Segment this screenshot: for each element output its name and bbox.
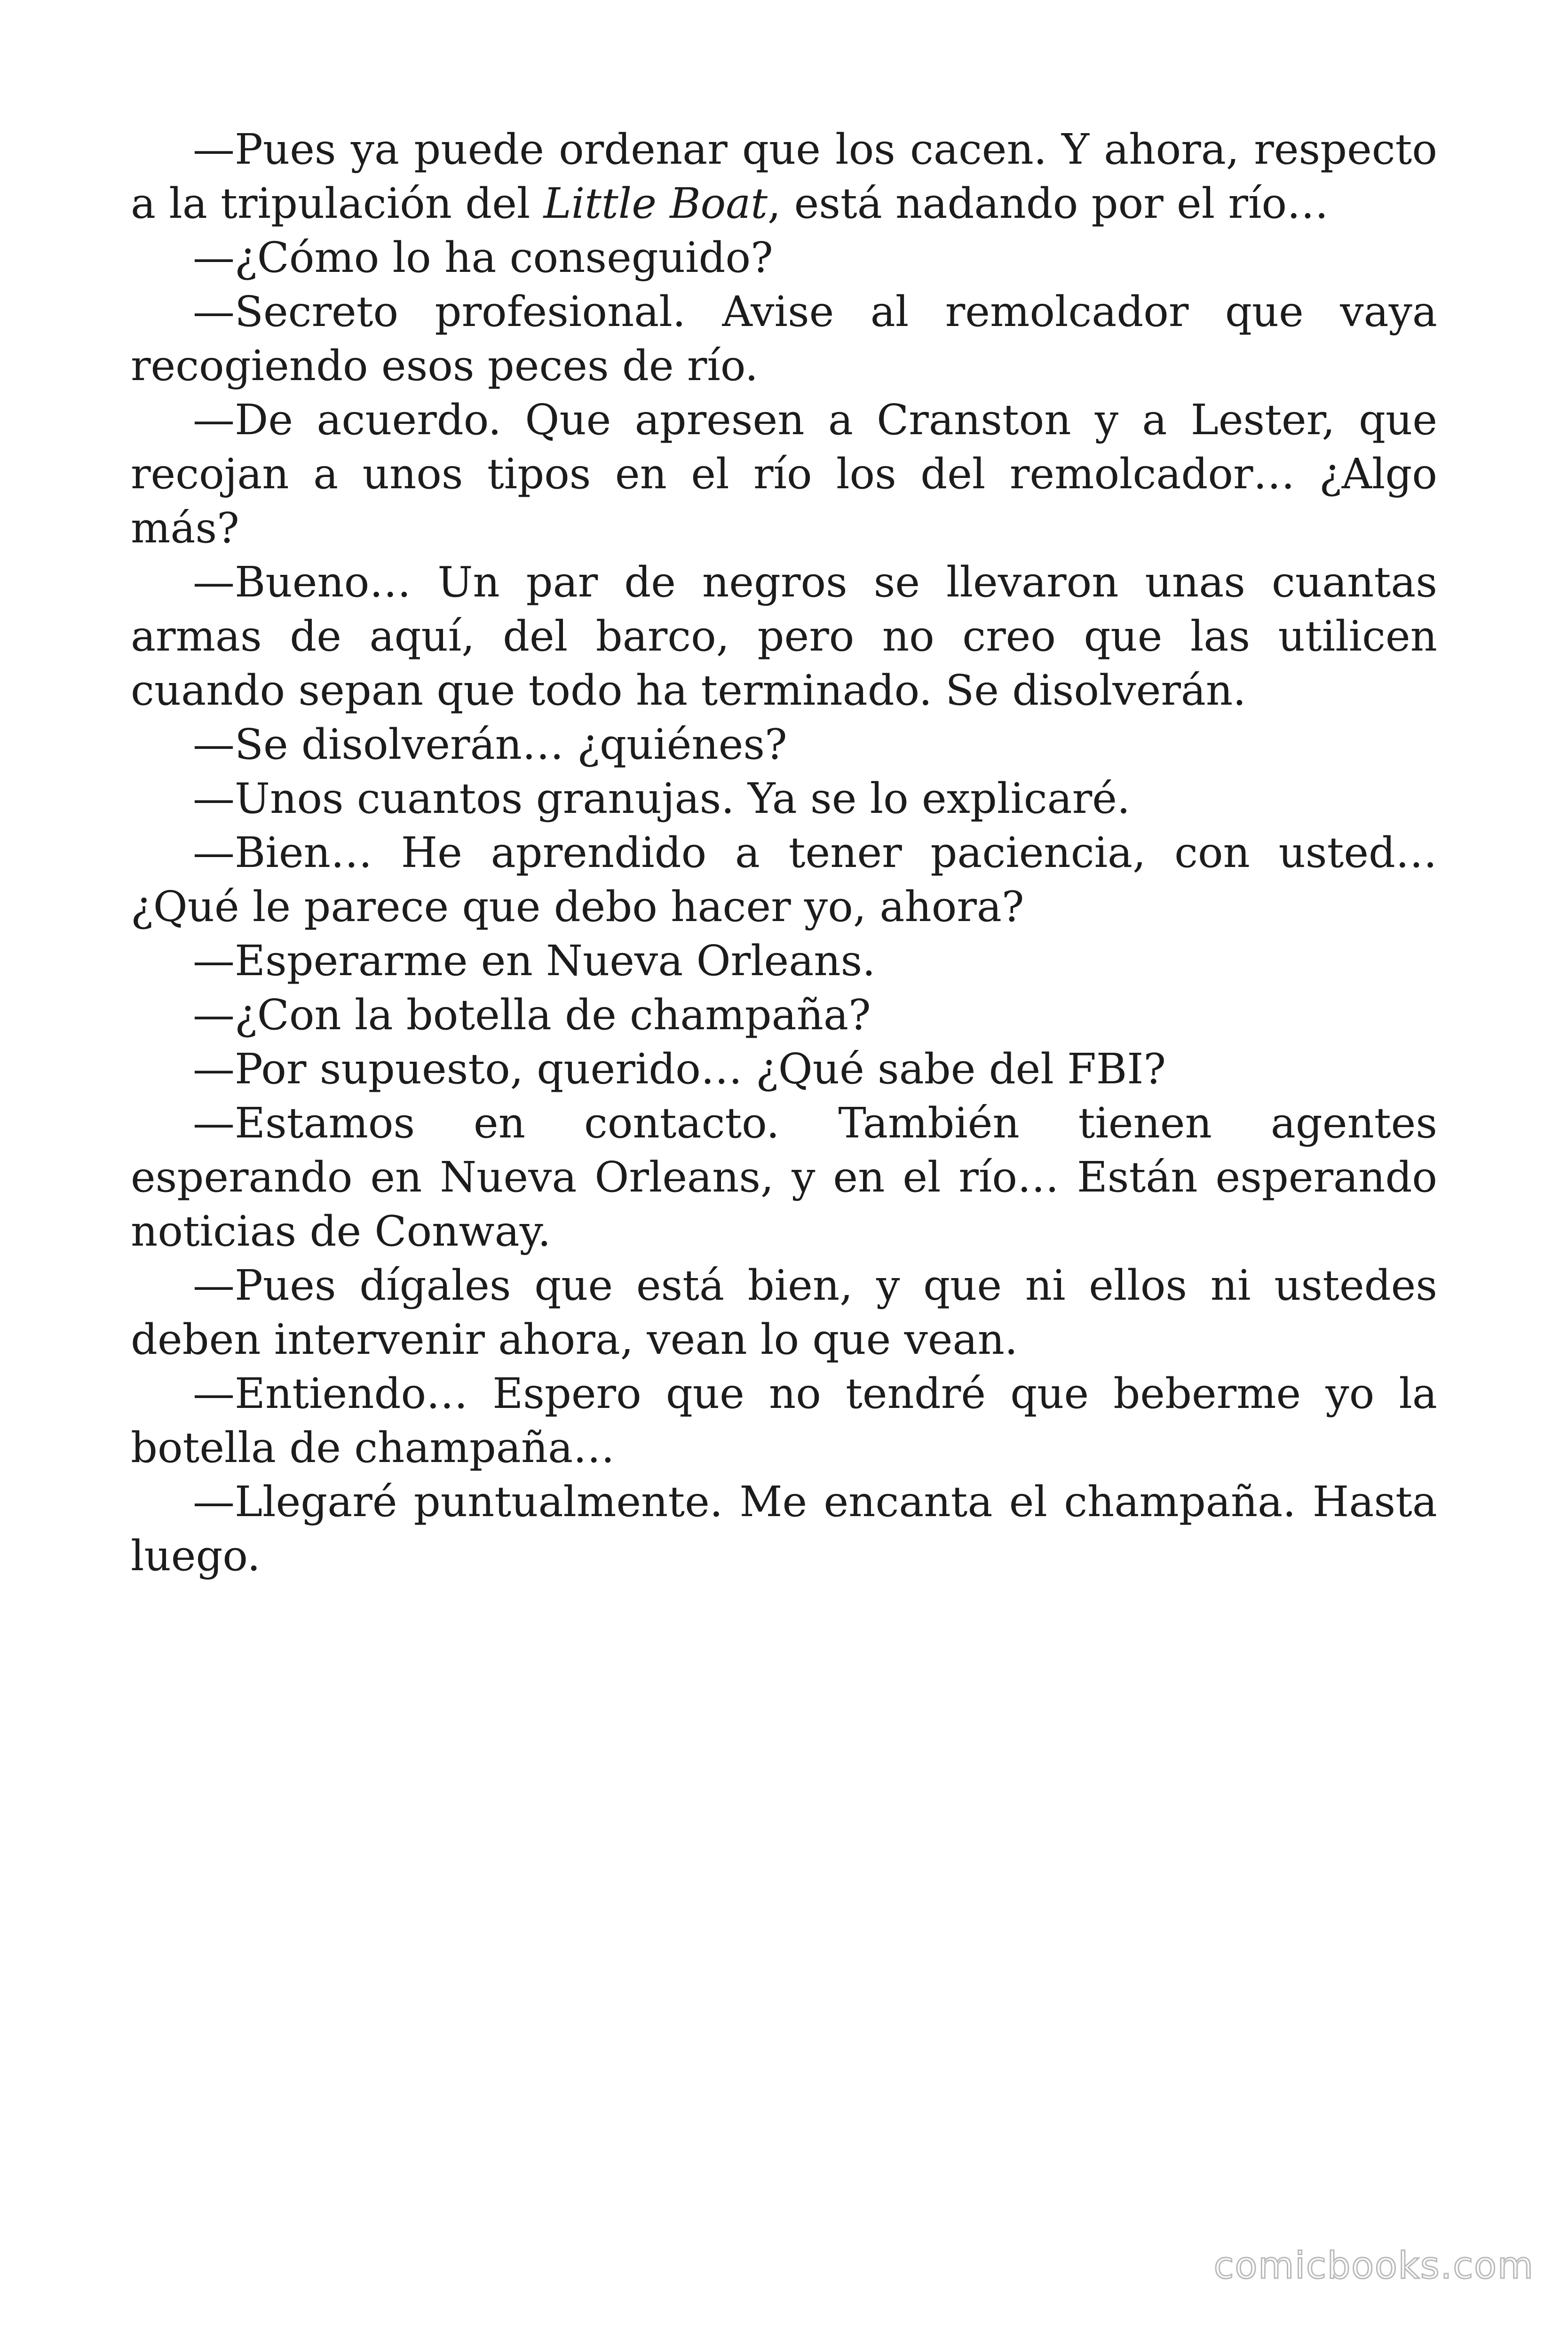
paragraph: —Llegaré puntualmente. Me encanta el champaña. Hasta luego.	[131, 1477, 1437, 1580]
italic-boat-name: Little Boat	[543, 179, 768, 228]
paragraph: —¿Con la botella de champaña?	[193, 990, 871, 1039]
paragraph-text: —Pues ya puede ordenar que los cacen. Y ahora, respecto a la tripulación del	[131, 125, 1437, 228]
paragraph: —Bueno… Un par de negros se llevaron unas cuantas armas de aquí, del barco, pero no creo que las utilicen cuando sepan que todo ha terminado. Se disolverán.	[131, 557, 1437, 715]
paragraph: —Esperarme en Nueva Orleans.	[193, 936, 876, 985]
paragraph: —Bien… He aprendido a tener paciencia, con usted… ¿Qué le parece que debo hacer yo, ahora?	[131, 828, 1437, 931]
paragraph: —Pues dígales que está bien, y que ni ellos ni ustedes deben intervenir ahora, vean lo que vean.	[131, 1261, 1437, 1364]
paragraph: —De acuerdo. Que apresen a Cranston y a Lester, que recojan a unos tipos en el río los del remolcador… ¿Algo más?	[131, 395, 1437, 552]
paragraph: —Estamos en contacto. También tienen agentes esperando en Nueva Orleans, y en el río… Están esperando noticias de Conway.	[131, 1098, 1437, 1255]
paragraph: —¿Cómo lo ha conseguido?	[193, 233, 773, 282]
paragraph: —Por supuesto, querido… ¿Qué sabe del FBI?	[193, 1044, 1166, 1093]
paragraph: —Unos cuantos granujas. Ya se lo explicaré.	[193, 774, 1131, 823]
paragraph: —Entiendo… Espero que no tendré que beberme yo la botella de champaña…	[131, 1369, 1437, 1472]
page-text	[131, 122, 1437, 1583]
paragraph: —Secreto profesional. Avise al remolcador que vaya recogiendo esos peces de río.	[131, 287, 1437, 390]
paragraph-text-tail: , está nadando por el río…	[768, 179, 1329, 228]
paragraph: —Se disolverán… ¿quiénes?	[193, 720, 787, 769]
watermark: comicbooks.com	[1213, 2245, 1534, 2287]
paragraph	[131, 122, 1437, 230]
